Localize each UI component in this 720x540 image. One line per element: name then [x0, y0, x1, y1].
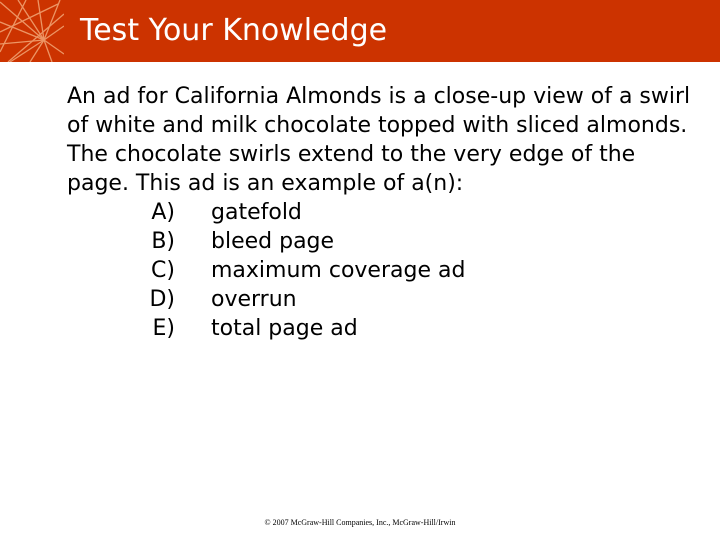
- option-text: overrun: [211, 287, 297, 312]
- question-text: An ad for California Almonds is a close-up view of a swirl of white and milk chocolate topped with sliced almonds. The chocolate swirls extend to the very edge of the page. This ad is an example of a(n):: [67, 84, 691, 196]
- option-text: maximum coverage ad: [211, 258, 466, 283]
- answer-option: [67, 256, 697, 285]
- option-spacer: [175, 256, 211, 285]
- answer-options: [67, 198, 697, 343]
- header-bar: [0, 0, 720, 62]
- question-block: [67, 82, 697, 343]
- starburst-icon: [0, 0, 64, 62]
- copyright-footer: © 2007 McGraw-Hill Companies, Inc., McGraw-Hill/Irwin: [264, 518, 456, 527]
- option-letter: B): [151, 229, 175, 254]
- option-text: bleed page: [211, 229, 335, 254]
- option-text: total page ad: [211, 316, 358, 341]
- option-spacer: [175, 198, 211, 227]
- option-spacer: [175, 285, 211, 314]
- answer-option: [67, 314, 697, 343]
- option-text: gatefold: [211, 200, 302, 225]
- option-letter: A): [151, 200, 175, 225]
- answer-option: [67, 227, 697, 256]
- option-letter: C): [151, 258, 175, 283]
- answer-option: [67, 198, 697, 227]
- answer-option: [67, 285, 697, 314]
- slide-title: Test Your Knowledge: [80, 13, 388, 48]
- option-letter: E): [152, 316, 175, 341]
- option-letter: D): [149, 287, 175, 312]
- option-spacer: [175, 314, 211, 343]
- option-spacer: [175, 227, 211, 256]
